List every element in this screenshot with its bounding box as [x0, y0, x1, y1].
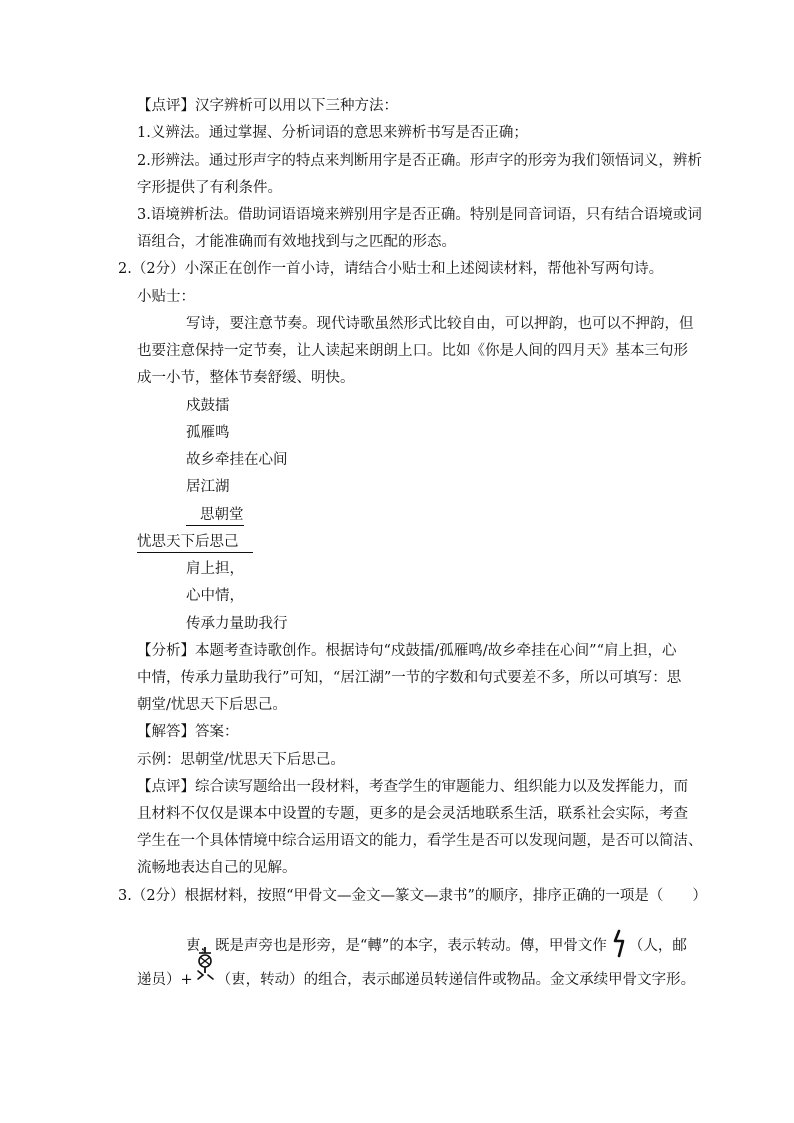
tip-line-2: 也要注意保持一定节奏，让人读起来朗朗上口。比如《你是人间的四月天》基本三句形 — [137, 343, 688, 359]
question-stem: （2分）小深正在创作一首小诗，请结合小贴士和上述阅读材料，帮他补写两句诗。 — [131, 261, 664, 277]
analysis-line-2: 中情，传承力量助我行”可知，“居江湖”一节的字数和句式要差不多，所以可填写：思 — [137, 670, 682, 686]
review-text: 综合读写题给出一段材料，考查学生的审题能力、组织能力以及发挥能力，而 — [195, 779, 688, 795]
tip-line-3: 成一小节，整体节奏舒缓、明快。 — [137, 370, 355, 386]
answer-example: 示例：思朝堂/忧思天下后思己。 — [137, 752, 345, 768]
material-line-1 — [186, 928, 687, 964]
review-intro: 汉字辨析可以用以下三种方法： — [195, 98, 398, 114]
poem-line: 传承力量助我行 — [186, 616, 288, 632]
fill-answer-2 — [137, 532, 253, 553]
method-2-line-2: 字形提供了有利条件。 — [137, 180, 282, 196]
answer-tag: 【解答】 — [137, 724, 195, 740]
review-tag: 【点评】 — [137, 98, 195, 114]
review-line-1 — [137, 777, 688, 797]
question-2-stem — [118, 259, 663, 279]
poem-line: 心中情， — [186, 588, 244, 604]
analysis-line-1 — [137, 641, 677, 661]
analysis-line-3: 朝堂/忧思天下后思己。 — [137, 697, 287, 713]
material-text: 叀，既是声旁也是形旁，是“轉”的本字，表示转动。傳，甲骨文作 — [186, 938, 607, 954]
poem-line: 孤雁鸣 — [186, 425, 230, 441]
poem-line: 肩上担， — [186, 561, 244, 577]
material-text: 递员）+ — [137, 972, 193, 988]
tip-label: 小贴士： — [137, 289, 195, 305]
question-number: 2. — [118, 261, 132, 277]
material-text: （人，邮 — [628, 938, 687, 954]
oracle-ren-glyph-icon — [607, 928, 629, 964]
material-text: （叀，转动）的组合，表示邮递员转递信件或物品。金文承续甲骨文字形。 — [216, 972, 696, 988]
question-number: 3. — [118, 888, 132, 904]
fill-blank-1: 思朝堂 — [186, 505, 244, 526]
analysis-tag: 【分析】 — [137, 643, 195, 659]
question-3-stem — [118, 886, 707, 906]
poem-line: 戍鼓擂 — [186, 398, 230, 414]
review-tag: 【点评】 — [137, 779, 195, 795]
answer-label: 答案： — [195, 724, 239, 740]
review-intro-line — [137, 96, 398, 116]
fill-blank-2: 忧思天下后思己 — [137, 532, 253, 553]
method-3-line-1: 3.语境辨析法。借助词语语境来辨别用字是否正确。特别是同音词语，只有结合语境或词 — [137, 207, 702, 223]
answer-line — [137, 722, 239, 742]
question-stem: （2分）根据材料，按照“甲骨文—金文—篆文—隶书”的顺序，排序正确的一项是（ ） — [131, 888, 707, 904]
poem-line: 居江湖 — [186, 479, 230, 495]
material-line-2 — [137, 970, 695, 990]
review-line-3: 学生在一个具体情境中综合运用语文的能力，看学生是否可以发现问题，是否可以简洁、 — [137, 833, 703, 849]
review-line-4: 流畅地表达自己的见解。 — [137, 860, 297, 876]
oracle-zhuan-glyph-icon — [193, 945, 217, 989]
method-3-line-2: 语组合，才能准确而有效地找到与之匹配的形态。 — [137, 234, 456, 250]
tip-line-1: 写诗，要注意节奏。现代诗歌虽然形式比较自由，可以押韵，也可以不押韵，但 — [186, 316, 694, 332]
review-line-2: 且材料不仅仅是课本中设置的专题，更多的是会灵活地联系生活，联系社会实际，考查 — [137, 806, 688, 822]
fill-answer-1 — [186, 505, 244, 526]
method-2-line-1: 2.形辨法。通过形声字的特点来判断用字是否正确。形声字的形旁为我们领悟词义，辨析 — [137, 153, 702, 169]
poem-line: 故乡牵挂在心间 — [186, 452, 288, 468]
method-1: 1.义辨法。通过掌握、分析词语的意思来辨析书写是否正确； — [137, 125, 528, 141]
analysis-text: 本题考查诗歌创作。根据诗句“戍鼓擂/孤雁鸣/故乡牵挂在心间”“肩上担，心 — [195, 643, 677, 659]
